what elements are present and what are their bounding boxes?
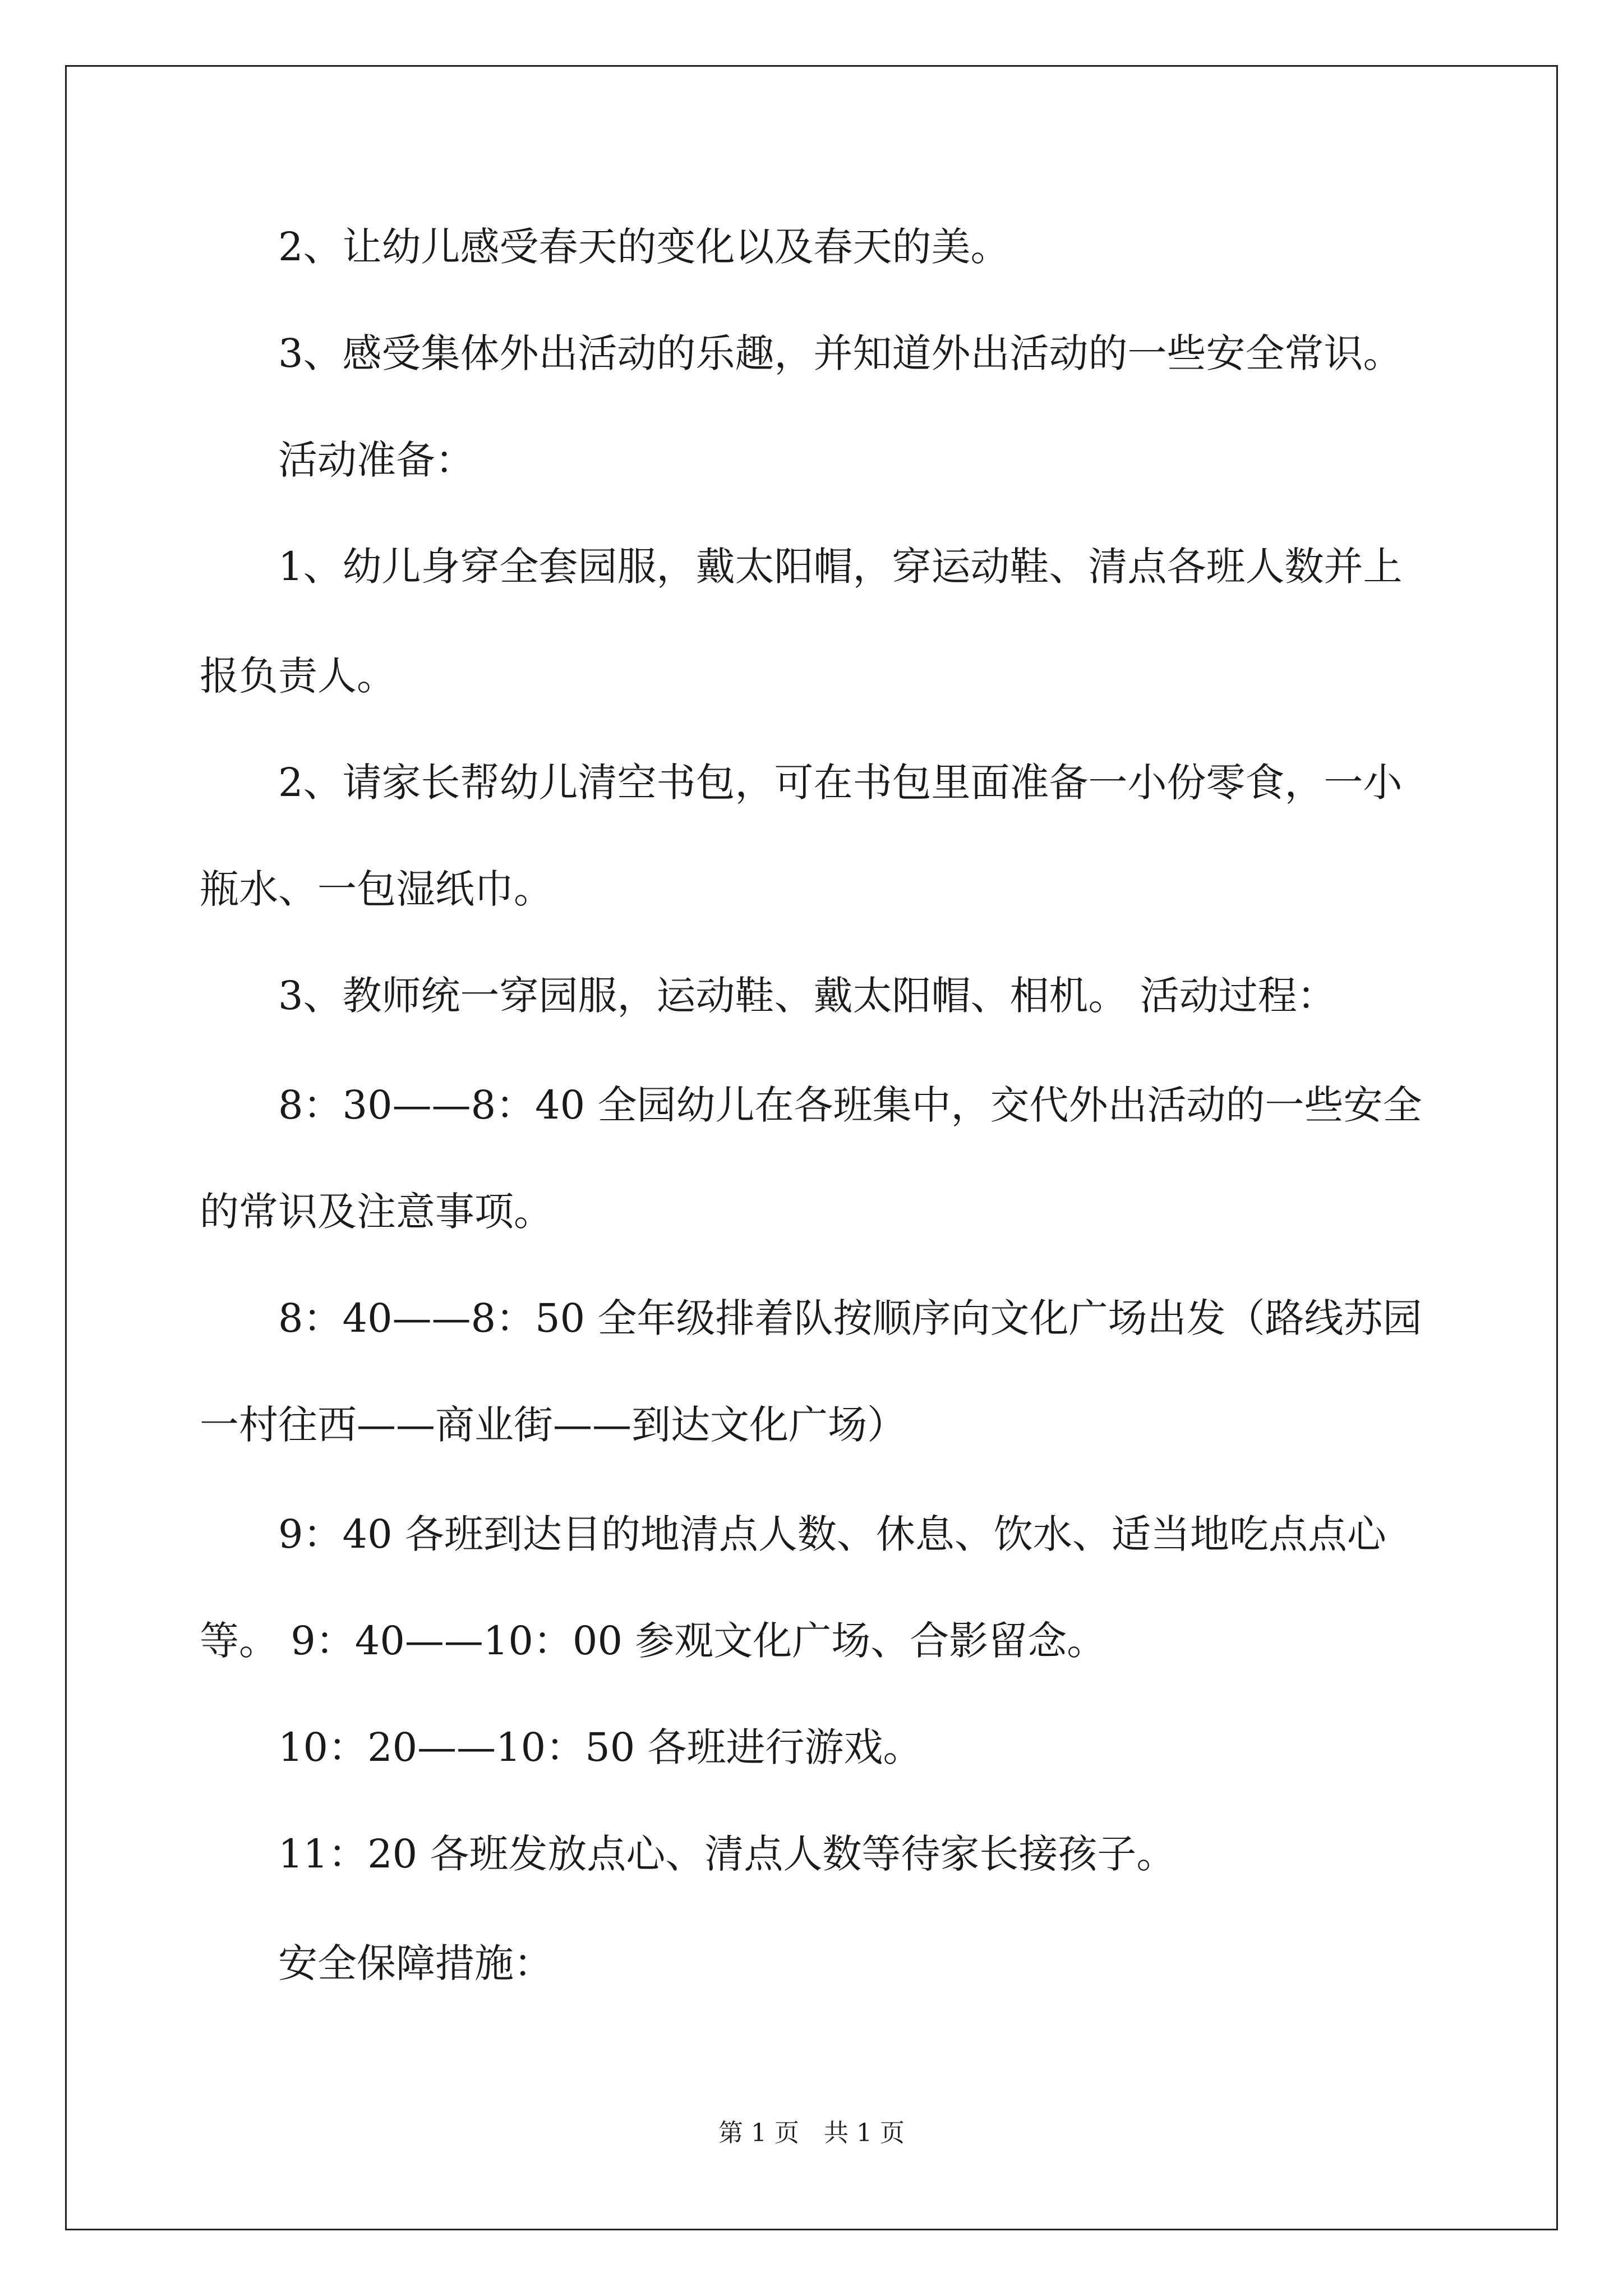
paragraph-schedule-2-line-1: 8：40——8：50 全年级排着队按顺序向文化广场出发（路线苏园 bbox=[278, 1295, 1422, 1341]
paragraph-prep-1-line-2: 报负责人。 bbox=[200, 653, 396, 699]
paragraph-schedule-4: 10：20——10：50 各班进行游戏。 bbox=[278, 1724, 923, 1770]
paragraph-schedule-1-line-2: 的常识及注意事项。 bbox=[200, 1189, 553, 1235]
paragraph-goal-2: 2、让幼儿感受春天的变化以及春天的美。 bbox=[278, 224, 1010, 270]
paragraph-prep-1-line-1: 1、幼儿身穿全套园服，戴太阳帽，穿运动鞋、清点各班人数并上 bbox=[278, 544, 1403, 590]
paragraph-goal-3: 3、感受集体外出活动的乐趣，并知道外出活动的一些安全常识。 bbox=[278, 330, 1403, 376]
page-footer: 第 1 页 共 1 页 bbox=[718, 2119, 905, 2147]
page-border bbox=[65, 65, 1558, 2230]
heading-safety-measures: 安全保障措施： bbox=[278, 1940, 553, 1986]
paragraph-prep-2-line-1: 2、请家长帮幼儿清空书包，可在书包里面准备一小份零食，一小 bbox=[278, 760, 1403, 806]
paragraph-schedule-2-line-2: 一村往西——商业街——到达文化广场） bbox=[200, 1402, 906, 1448]
heading-activity-preparation: 活动准备： bbox=[278, 437, 474, 483]
paragraph-schedule-1-line-1: 8：30——8：40 全园幼儿在各班集中，交代外出活动的一些安全 bbox=[278, 1082, 1422, 1128]
paragraph-prep-3: 3、教师统一穿园服，运动鞋、戴太阳帽、相机。 活动过程： bbox=[278, 973, 1336, 1019]
paragraph-schedule-5: 11：20 各班发放点心、清点人数等待家长接孩子。 bbox=[278, 1831, 1176, 1877]
paragraph-schedule-3-line-1: 9：40 各班到达目的地清点人数、休息、饮水、适当地吃点点心 bbox=[278, 1511, 1386, 1557]
paragraph-prep-2-line-2: 瓶水、一包湿纸巾。 bbox=[200, 866, 553, 912]
paragraph-schedule-3-line-2: 等。 9：40——10：00 参观文化广场、合影留念。 bbox=[200, 1618, 1106, 1664]
